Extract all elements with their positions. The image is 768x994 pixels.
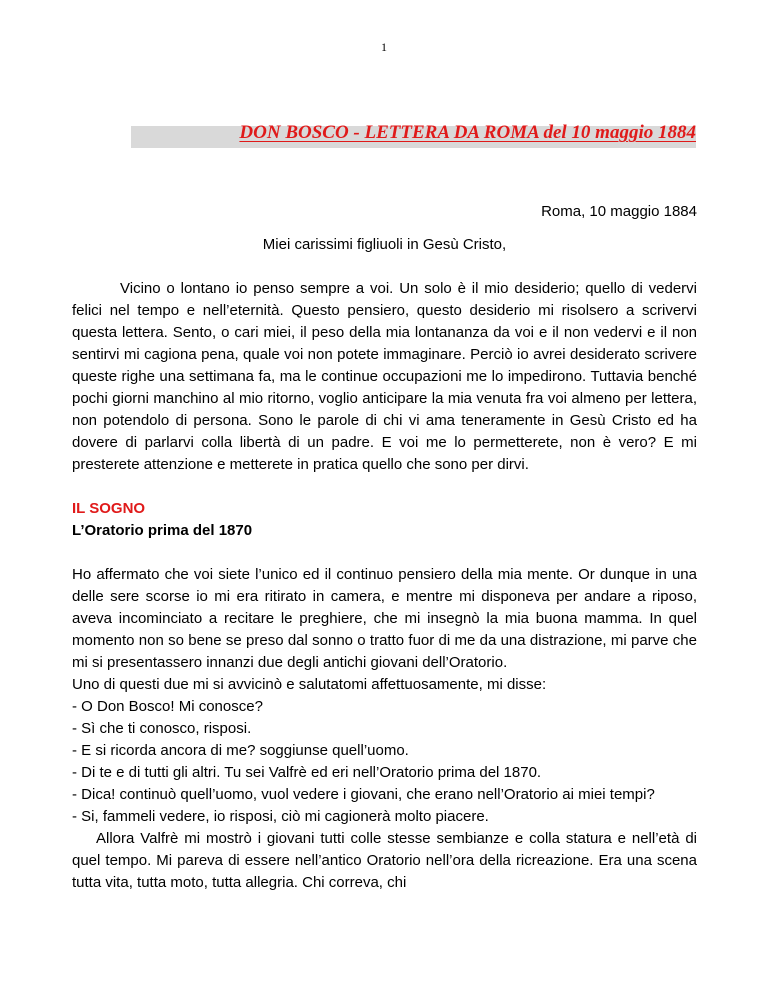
letter-body [72, 201, 697, 894]
subheading: L’Oratorio prima del 1870 [72, 522, 253, 539]
page-number: 1 [381, 40, 387, 54]
dialogue-line: - O Don Bosco! Mi conosce? [72, 698, 263, 715]
dialogue-line: - Sì che ti conosco, risposi. [72, 720, 252, 737]
section-heading: IL SOGNO [72, 500, 146, 517]
dialogue-line: Uno di questi due mi si avvicinò e salutatomi affettuosamente, mi disse: [72, 676, 547, 693]
closing-paragraph: Allora Valfrè mi mostrò i giovani tutti colle stesse sembianze e colla statura e nell’età di quel tempo. Mi pareva di essere nell’antico Oratorio nell’ora della ricreazione. Era una scena tutta vita, tutta moto, tutta allegria. Chi correva, chi [72, 830, 697, 891]
dialogue-line: - E si ricorda ancora di me? soggiunse quell’uomo. [72, 742, 409, 759]
salutation: Miei carissimi figliuoli in Gesù Cristo, [262, 236, 507, 253]
dialogue-line: - Di te e di tutti gli altri. Tu sei Valfrè ed eri nell’Oratorio prima del 1870. [72, 764, 542, 781]
date-line: Roma, 10 maggio 1884 [541, 203, 697, 220]
dream-paragraph: Ho affermato che voi siete l’unico ed il continuo pensiero della mia mente. Or dunque in una delle sere scorse io mi era ritirato in camera, e mentre mi disponeva per andare a riposo, aveva incominciato a recitare le preghiere, che mi insegnò la mia buona mamma. In quel momento non so bene se preso dal sonno o tratto fuor di me da una distrazione, mi parve che mi si presentassero innanzi due degli antichi giovani dell’Oratorio. [72, 566, 697, 671]
dialogue-line: - Dica! continuò quell’uomo, vuol vedere i giovani, che erano nell’Oratorio ai miei tempi? [72, 786, 655, 803]
intro-paragraph: Vicino o lontano io penso sempre a voi. Un solo è il mio desiderio; quello di vedervi felici nel tempo e nell’eternità. Questo pensiero, questo desiderio mi risolsero a scrivervi questa lettera. Sento, o cari miei, il peso della mia lontananza da voi e il non vedervi e il non sentirvi mi cagiona pena, quale voi non potete immaginare. Perciò io avrei desiderato scrivere queste righe una settimana fa, ma le continue occupazioni me lo impedirono. Tuttavia benché pochi giorni manchino al mio ritorno, voglio anticipare la mia venuta fra voi almeno per lettera, non potendolo di persona. Sono le parole di chi vi ama teneramente in Gesù Cristo ed ha dovere di parlarvi colla libertà di un padre. E voi me lo permetterete, non è vero? E mi presterete attenzione e metterete in pratica quello che sono per dirvi. [72, 280, 697, 473]
document-title: DON BOSCO - LETTERA DA ROMA del 10 maggio 1884 [239, 122, 696, 143]
dialogue-line: - Si, fammeli vedere, io risposi, ciò mi cagionerà molto piacere. [72, 808, 489, 825]
